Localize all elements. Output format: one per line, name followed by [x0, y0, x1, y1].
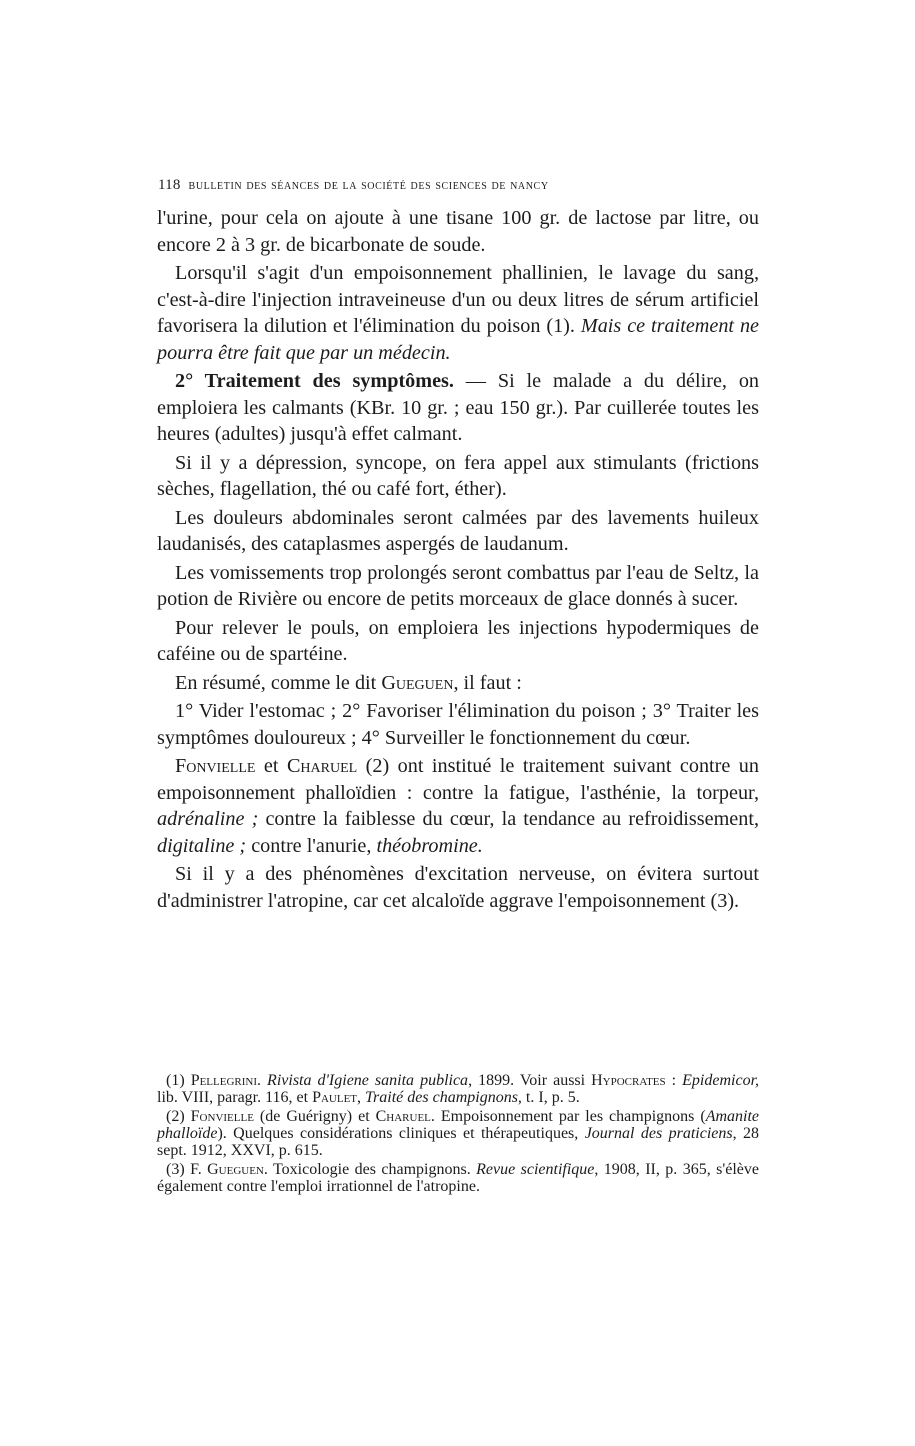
paragraph-text: Les vomissements trop prolongés seront combattus par l'eau de Seltz, la potion de Rivière ou encore de petits morceaux de glace donnés à sucer. [157, 561, 759, 610]
paragraph-text: l'urine, pour cela on ajoute à une tisane 100 gr. de lactose par litre, ou encore 2 à 3 gr. de bicarbonate de soude. [157, 207, 759, 256]
footnote-text: . Empoisonnement par les champignons ( [430, 1108, 706, 1126]
footnote-text: ). Quelques considérations cliniques et thérapeutiques, [217, 1124, 585, 1142]
footnote-text: (de Guérigny) et [253, 1108, 376, 1126]
footnote-text: . Toxicologie des champignons. [263, 1160, 477, 1178]
body-text [157, 205, 759, 916]
paragraph-text: Lorsqu'il s'agit d'un empoisonnement phallinien, le lavage du sang, c'est-à-dire l'injection intraveineuse d'un ou deux litres de sérum artificiel favorisera la dilution et l'élimination du poison (1). [157, 262, 759, 337]
paragraph-2 [157, 260, 759, 366]
footnote-text: , [357, 1088, 366, 1106]
author-name: Pellegrini [190, 1072, 258, 1089]
paragraph-5 [157, 505, 759, 558]
footnotes [157, 1073, 759, 1198]
paragraph-9 [157, 698, 759, 751]
footnote-text: , 1899. Voir aussi [468, 1072, 592, 1089]
italic-text: Journal des praticiens [584, 1124, 733, 1142]
paragraph-text: 1° Vider l'estomac ; 2° Favoriser l'élimination du poison ; 3° Traiter les symptômes douloureux ; 4° Surveiller le fonctionnement du cœur. [157, 700, 759, 749]
author-name: Hypocrates [591, 1072, 666, 1089]
paragraph-text: contre la faiblesse du cœur, la tendance au refroidissement, [258, 808, 759, 830]
paragraph-text: En résumé, comme le dit [175, 671, 382, 694]
footnote-2 [157, 1109, 759, 1159]
paragraph-text: Les douleurs abdominales seront calmées par des lavements huileux laudanisés, des cataplasmes aspergés de laudanum. [157, 506, 759, 555]
section-heading: 2° Traitement des symptômes. [175, 370, 454, 392]
paragraph-text: Si il y a dépression, syncope, on fera appel aux stimulants (frictions sèches, flagellation, thé ou café fort, éther). [157, 451, 759, 500]
paragraph-7 [157, 615, 759, 668]
footnote-text: lib. VIII, paragr. 116, et [157, 1088, 313, 1106]
paragraph-text: , il faut : [453, 671, 522, 694]
author-name: Fonvielle [175, 755, 256, 777]
author-name: Charuel [286, 755, 358, 777]
footnote-1 [157, 1073, 759, 1107]
author-name: Fonvielle [190, 1108, 254, 1126]
paragraph-text: et [255, 755, 287, 777]
paragraph-3 [157, 368, 759, 448]
author-name: Gueguen [381, 671, 454, 694]
italic-text: Rivista d'Igiene sanita publica [267, 1072, 469, 1089]
footnote-mark: (3) F. [166, 1160, 208, 1178]
paragraph-1 [157, 205, 759, 258]
author-name: Gueguen [207, 1160, 264, 1178]
running-header [158, 177, 758, 194]
paragraph-text: — Si le malade a du délire, on emploiera les calmants (KBr. 10 gr. ; eau 150 gr.). Par cuillerée toutes les heures (adultes) jusqu'à effet calmant. [157, 370, 760, 445]
footnote-3 [157, 1162, 759, 1196]
running-title: bulletin des séances de la société des sciences de nancy [188, 178, 549, 193]
italic-text: digitaline ; [157, 834, 247, 857]
author-name: Paulet [312, 1088, 358, 1106]
paragraph-4 [157, 450, 759, 503]
italic-text: Mais ce traitement ne pourra être fait que par un médecin. [157, 315, 760, 364]
paragraph-8 [157, 670, 759, 697]
footnote-text: . [257, 1072, 268, 1089]
italic-text: Amanite phalloïde [157, 1108, 760, 1142]
italic-text: Epidemicor, [682, 1072, 760, 1089]
paragraph-text: contre l'anurie, [246, 834, 377, 857]
paragraph-text: Pour relever le pouls, on emploiera les injections hypodermiques de caféine ou de spartéine. [157, 616, 759, 665]
italic-text: adrénaline ; [157, 808, 259, 830]
italic-text: Revue scientifique [476, 1160, 595, 1178]
footnote-mark: (2) [166, 1108, 191, 1126]
italic-text: théobromine. [376, 834, 483, 857]
paragraph-6 [157, 560, 759, 613]
paragraph-10 [157, 753, 759, 859]
italic-text: Traité des champignons, [365, 1088, 522, 1106]
footnote-mark: (1) [166, 1072, 191, 1089]
footnote-text: , 28 sept. 1912, XXVI, p. 615. [157, 1124, 760, 1159]
paragraph-text: Si il y a des phénomènes d'excitation nerveuse, on évitera surtout d'administrer l'atropine, car cet alcaloïde aggrave l'empoisonnement (3). [157, 863, 759, 912]
footnote-text: t. I, p. 5. [521, 1088, 580, 1106]
author-name: Charuel [375, 1108, 431, 1126]
footnote-text: , 1908, II, p. 365, s'élève également contre l'emploi irrationnel de l'atropine. [157, 1160, 759, 1195]
paragraph-text: (2) ont institué le traitement suivant contre un empoisonnement phalloïdien : contre la fatigue, l'asthénie, la torpeur, [157, 755, 759, 804]
footnote-text: : [665, 1072, 683, 1089]
page-number: 118 [158, 177, 181, 193]
paragraph-11 [157, 861, 759, 914]
